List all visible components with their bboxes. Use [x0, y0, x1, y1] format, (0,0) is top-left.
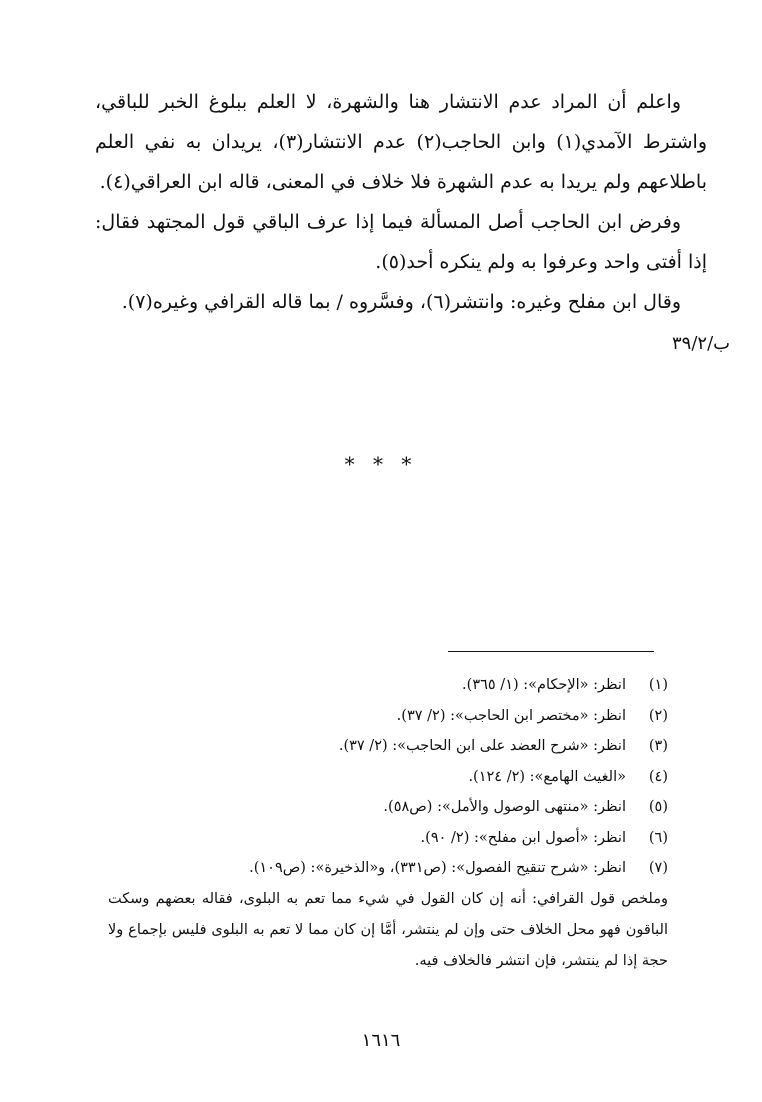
footnote-item	[108, 731, 668, 762]
footnote-number: (٤)	[648, 768, 668, 785]
footnote-item	[108, 701, 668, 732]
page-number: ١٦١٦	[361, 1030, 401, 1051]
footnote-text: انظر: «شرح العضد على ابن الحاجب»: (٢/ ٣٧).	[338, 738, 626, 754]
footnotes	[108, 670, 668, 977]
main-text	[95, 82, 707, 322]
footnote-item	[108, 670, 668, 701]
footnote-number: (١)	[648, 677, 668, 693]
footnote-item	[108, 792, 668, 823]
section-separator: * * *	[344, 452, 418, 476]
footnote-text: «الغيث الهامع»: (٢/ ١٢٤).	[468, 768, 626, 785]
footnote-number: (٢)	[648, 707, 668, 724]
footnote-item	[108, 762, 668, 793]
footnote-number: (٣)	[648, 738, 668, 754]
footnote-text: انظر: «شرح تنقيح الفصول»: (ص٣٣١)، و«الذخيرة»: (ص١٠٩).	[249, 860, 626, 876]
manuscript-folio-note: ب/٣٩/٢	[672, 333, 731, 354]
paragraph-1: واعلم أن المراد عدم الانتشار هنا والشهرة، لا العلم ببلوغ الخبر للباقي، واشترط الآمدي(١) وابن الحاجب(٢) عدم الانتشار(٣)، يريدان به نفي العلم باطلاعهم ولم يريدا به عدم الشهرة فلا خلاف في المعنى، قاله ابن العراقي(٤).	[95, 91, 707, 193]
footnote-text: انظر: «منتهى الوصول والأمل»: (ص٥٨).	[383, 799, 626, 815]
footnote-continuation: وملخص قول القرافي: أنه إن كان القول في شيء مما تعم به البلوى، فقاله بعضهم وسكت الباقون فهو محل الخلاف حتى وإن لم ينتشر، أمَّا إن كان مما لا تعم به البلوى فليس بإجماع ولا حجة إذا لم ينتشر، فإن انتشر فالخلاف فيه.	[108, 890, 668, 969]
footnote-number: (٧)	[648, 860, 668, 876]
footnote-item	[108, 823, 668, 854]
paragraph-3: وقال ابن مفلح وغيره: وانتشر(٦)، وفسَّروه / بما قاله القرافي وغيره(٧).	[121, 291, 681, 313]
footnote-number: (٦)	[648, 829, 668, 846]
footnote-text: انظر: «أصول ابن مفلح»: (٢/ ٩٠).	[420, 829, 626, 846]
footnote-divider	[448, 651, 654, 652]
footnote-text: انظر: «الإحكام»: (١/ ٣٦٥).	[462, 677, 626, 693]
footnote-number: (٥)	[648, 799, 668, 815]
paragraph-2: وفرض ابن الحاجب أصل المسألة فيما إذا عرف الباقي قول المجتهد فقال: إذا أفتى واحد وعرفوا به ولم ينكره أحد(٥).	[95, 211, 707, 273]
footnote-item	[108, 853, 668, 884]
footnote-text: انظر: «مختصر ابن الحاجب»: (٢/ ٣٧).	[396, 707, 626, 724]
